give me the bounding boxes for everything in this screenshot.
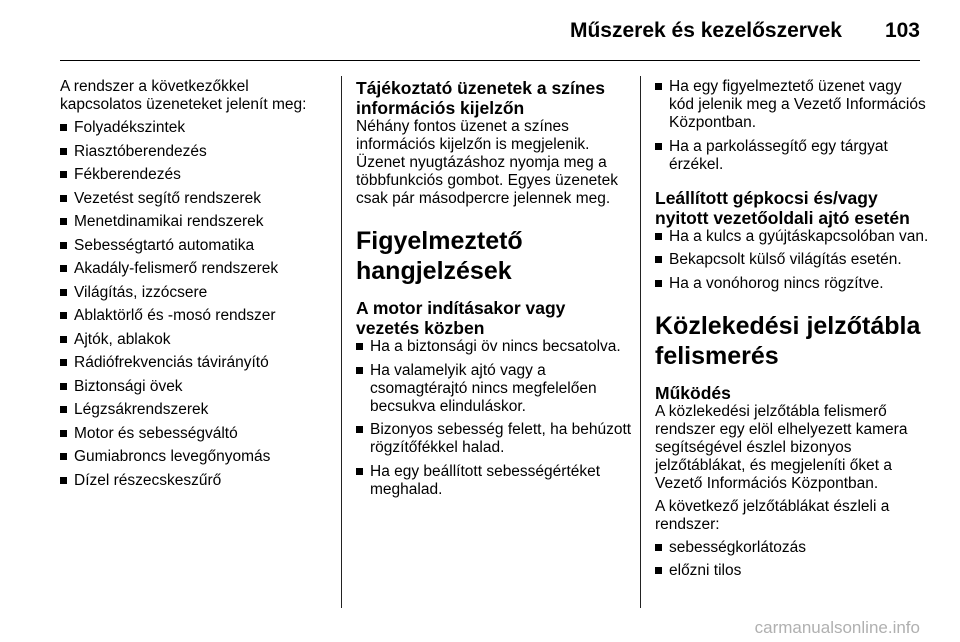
list-item-text: Folyadékszintek bbox=[74, 119, 186, 136]
bullet-square-icon bbox=[655, 256, 662, 263]
list-item-text: Ha a kulcs a gyújtáskapcsolóban van. bbox=[669, 227, 929, 245]
bullet-square-icon bbox=[60, 124, 67, 131]
list-item-text: Ha a parkolássegítő egy tárgyat érzékel. bbox=[669, 137, 888, 173]
list-item bbox=[60, 213, 330, 231]
list-item-text: Fékberendezés bbox=[74, 166, 181, 183]
warning-chimes-heading: Figyelmeztető hangjelzések bbox=[356, 227, 523, 285]
list-item bbox=[655, 539, 930, 557]
list-item-text: Menetdinamikai rendszerek bbox=[74, 213, 264, 230]
column-left bbox=[60, 78, 330, 495]
bullet-square-icon bbox=[655, 143, 662, 150]
list-item-text: sebességkorlátozás bbox=[669, 538, 806, 556]
list-item-text: Dízel részecskeszűrő bbox=[74, 471, 222, 489]
bullet-square-icon bbox=[60, 453, 67, 460]
bullet-square-icon bbox=[60, 430, 67, 437]
bullet-square-icon bbox=[60, 312, 67, 319]
list-item bbox=[60, 331, 330, 349]
parked-conditions-list bbox=[655, 228, 930, 293]
list-item-text: Világítás, izzócsere bbox=[74, 283, 208, 301]
list-item-text: Ha a biztonsági öv nincs becsatolva. bbox=[370, 338, 621, 355]
bullet-square-icon bbox=[655, 233, 662, 240]
list-item bbox=[655, 228, 930, 246]
list-item bbox=[356, 362, 632, 416]
bullet-square-icon bbox=[655, 544, 662, 551]
list-item bbox=[655, 275, 930, 293]
page-header bbox=[60, 0, 920, 61]
list-item bbox=[60, 354, 330, 372]
list-item bbox=[60, 190, 330, 208]
engine-start-heading: A motor indításakor vagy vezetés közben bbox=[356, 298, 566, 338]
bullet-square-icon bbox=[60, 477, 67, 484]
bullet-square-icon bbox=[60, 265, 67, 272]
column-divider bbox=[341, 76, 342, 608]
list-item bbox=[60, 472, 330, 490]
traffic-sign-recognition-heading: Közlekedési jelzőtábla felismerés bbox=[655, 311, 921, 370]
bullet-square-icon bbox=[60, 406, 67, 413]
list-item-text: Rádiófrekvenciás távirányító bbox=[74, 354, 269, 371]
bullet-square-icon bbox=[60, 242, 67, 249]
list-item bbox=[60, 284, 330, 302]
list-item bbox=[60, 307, 330, 325]
list-item-text: Bizonyos sebesség felett, ha behúzott rögzítőfékkel halad. bbox=[370, 421, 632, 456]
info-messages-heading: Tájékoztató üzenetek a színes információs kijelzőn bbox=[356, 78, 605, 118]
list-item bbox=[60, 260, 330, 278]
page-number: 103 bbox=[884, 19, 920, 42]
bullet-square-icon bbox=[356, 468, 363, 475]
list-item bbox=[356, 421, 632, 457]
list-item bbox=[60, 378, 330, 396]
info-messages-paragraph: Néhány fontos üzenet a színes információs kijelzőn is megjelenik. Üzenet nyugtázáshoz nyomja meg a többfunkciós gombot. Egyes üzenetek csak pár másodpercre jelennek meg. bbox=[356, 118, 618, 207]
list-item-text: Ha egy figyelmeztető üzenet vagy kód jelenik meg a Vezető Információs Központban. bbox=[669, 78, 926, 131]
bullet-square-icon bbox=[60, 289, 67, 296]
list-item bbox=[655, 78, 930, 132]
list-item-text: Biztonsági övek bbox=[74, 377, 183, 395]
bullet-square-icon bbox=[356, 367, 363, 374]
parked-vehicle-heading: Leállított gépkocsi és/vagy nyitott vezetőoldali ajtó esetén bbox=[655, 187, 910, 228]
bullet-square-icon bbox=[655, 567, 662, 574]
operation-paragraph: A közlekedési jelzőtábla felismerő rendszer egy elöl elhelyezett kamera segítségével észlel bizonyos jelzőtáblákat, és megjeleníti őket a Vezető Információs Központban. bbox=[655, 402, 908, 492]
list-item bbox=[655, 251, 930, 269]
list-item-text: Ha valamelyik ajtó vagy a csomagtérajtó nincs megfelelően becsukva elinduláskor. bbox=[370, 361, 597, 415]
section-title: Műszerek és kezelőszervek bbox=[569, 19, 842, 42]
intro-paragraph: A rendszer a következőkkel kapcsolatos üzeneteket jelenít meg: bbox=[60, 78, 307, 113]
list-item-text: Ablaktörlő és -mosó rendszer bbox=[74, 307, 276, 324]
list-item bbox=[60, 119, 330, 137]
list-item-text: Sebességtartó automatika bbox=[74, 236, 255, 254]
list-item-text: Légzsákrendszerek bbox=[74, 401, 209, 418]
list-item-text: előzni tilos bbox=[669, 562, 742, 579]
list-item bbox=[60, 448, 330, 466]
list-item-text: Akadály-felismerő rendszerek bbox=[74, 260, 279, 277]
column-divider bbox=[640, 76, 641, 608]
bullet-square-icon bbox=[356, 343, 363, 350]
list-item bbox=[60, 143, 330, 161]
list-item bbox=[60, 237, 330, 255]
bullet-square-icon bbox=[60, 171, 67, 178]
list-item bbox=[356, 338, 632, 356]
list-item bbox=[60, 401, 330, 419]
list-item-text: Motor és sebességváltó bbox=[74, 424, 238, 442]
bullet-square-icon bbox=[60, 359, 67, 366]
bullet-square-icon bbox=[356, 426, 363, 433]
column-middle bbox=[356, 78, 632, 504]
list-item-text: Ha a vonóhorog nincs rögzítve. bbox=[669, 274, 884, 292]
detected-signs-list bbox=[655, 539, 930, 581]
list-item bbox=[60, 166, 330, 184]
list-item bbox=[356, 463, 632, 499]
list-item-text: Ajtók, ablakok bbox=[74, 330, 171, 348]
chime-conditions-list-cont bbox=[655, 78, 930, 174]
list-item bbox=[655, 138, 930, 174]
detected-signs-intro: A következő jelzőtáblákat észleli a rendszer: bbox=[655, 497, 890, 533]
column-right bbox=[655, 78, 930, 586]
bullet-square-icon bbox=[60, 383, 67, 390]
list-item-text: Bekapcsolt külső világítás esetén. bbox=[669, 251, 902, 268]
bullet-square-icon bbox=[60, 336, 67, 343]
bullet-square-icon bbox=[655, 83, 662, 90]
list-item-text: Riasztóberendezés bbox=[74, 142, 207, 160]
watermark-text: carmanualsonline.info bbox=[754, 618, 920, 637]
list-item-text: Ha egy beállított sebességértéket meghalad. bbox=[370, 462, 601, 498]
operation-heading: Működés bbox=[655, 382, 731, 403]
list-item-text: Vezetést segítő rendszerek bbox=[74, 189, 261, 207]
list-item bbox=[60, 425, 330, 443]
bullet-square-icon bbox=[60, 218, 67, 225]
bullet-square-icon bbox=[60, 195, 67, 202]
list-item bbox=[655, 562, 930, 580]
chime-conditions-list bbox=[356, 338, 632, 499]
bullet-square-icon bbox=[655, 280, 662, 287]
message-categories-list bbox=[60, 119, 330, 490]
list-item-text: Gumiabroncs levegőnyomás bbox=[74, 448, 271, 465]
bullet-square-icon bbox=[60, 148, 67, 155]
